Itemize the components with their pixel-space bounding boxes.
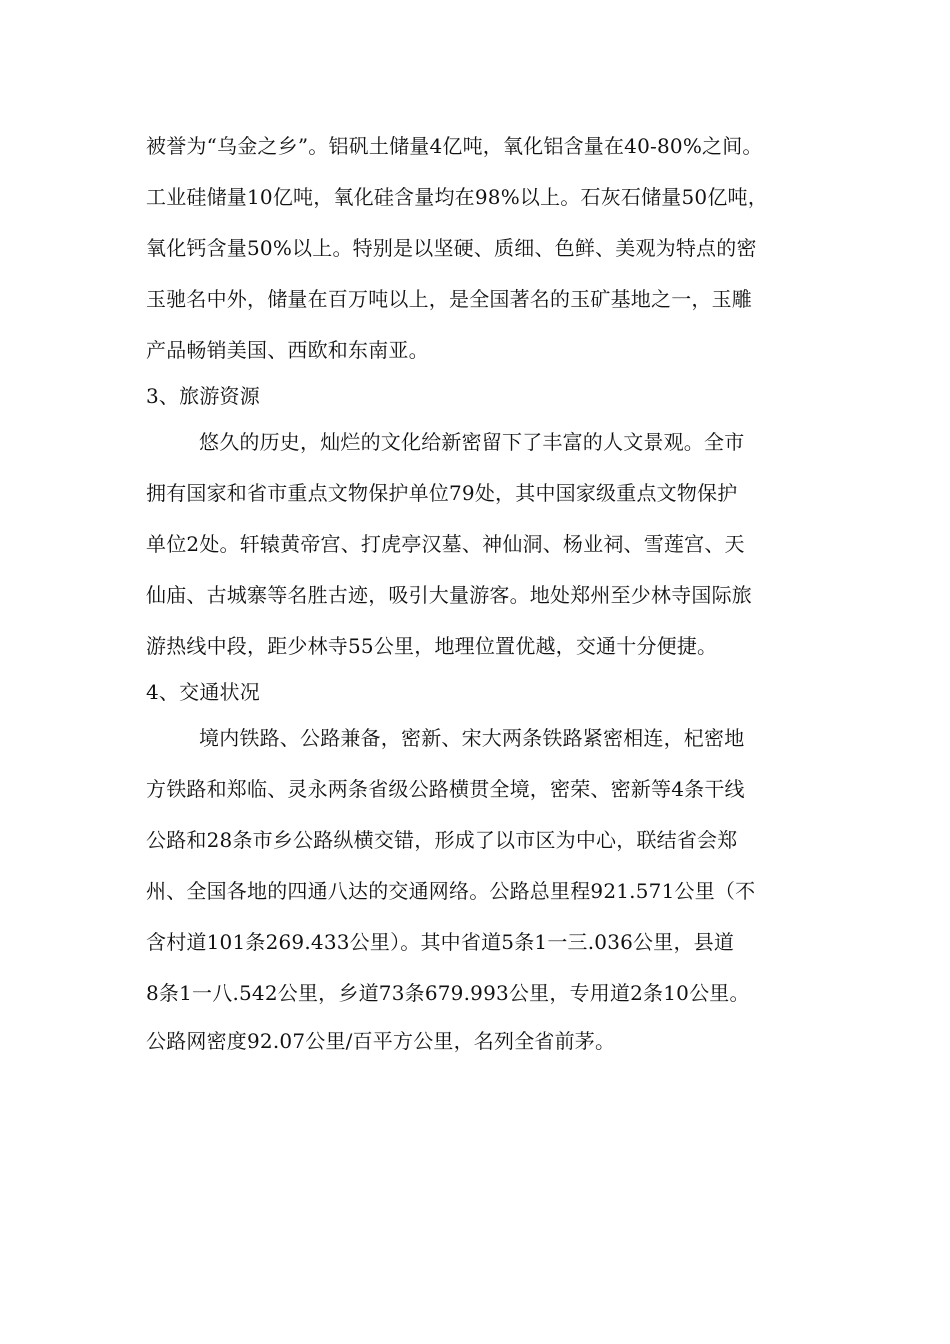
paragraph-line: 悠久的历史，灿烂的文化给新密留下了丰富的人文景观。全市 xyxy=(199,430,745,454)
paragraph-line: 公路网密度92.07公里/百平方公里，名列全省前茅。 xyxy=(146,1029,616,1053)
paragraph-line: 仙庙、古城寨等名胜古迹，吸引大量游客。地处郑州至少林寺国际旅 xyxy=(146,583,752,607)
section-heading: 4、交通状况 xyxy=(146,680,260,704)
section-heading: 3、旅游资源 xyxy=(146,384,260,408)
paragraph-line: 玉驰名中外，储量在百万吨以上，是全国著名的玉矿基地之一，玉雕 xyxy=(146,287,752,311)
paragraph-line: 氧化钙含量50%以上。特别是以坚硬、质细、色鲜、美观为特点的密 xyxy=(146,236,757,260)
paragraph-line: 游热线中段，距少林寺55公里，地理位置优越，交通十分便捷。 xyxy=(146,634,718,658)
paragraph-line: 产品畅销美国、西欧和东南亚。 xyxy=(146,338,429,362)
paragraph-line: 公路和28条市乡公路纵横交错，形成了以市区为中心，联结省会郑 xyxy=(146,828,738,852)
paragraph-line: 拥有国家和省市重点文物保护单位79处，其中国家级重点文物保护 xyxy=(146,481,738,505)
paragraph-line: 州、全国各地的四通八达的交通网络。公路总里程921.571公里（不 xyxy=(146,879,756,903)
paragraph-line: 含村道101条269.433公里）。其中省道5条1一三.036公里，县道 xyxy=(146,930,735,954)
paragraph-line: 工业硅储量10亿吨，氧化硅含量均在98%以上。石灰石储量50亿吨， xyxy=(146,185,768,209)
paragraph-line: 8条1一八.542公里，乡道73条679.993公里，专用道2条10公里。 xyxy=(146,981,750,1005)
paragraph-line: 被誉为“乌金之乡”。铝矾土储量4亿吨，氧化铝含量在40-80%之间。 xyxy=(146,134,763,158)
paragraph-line: 单位2处。轩辕黄帝宫、打虎亭汉墓、神仙洞、杨业祠、雪莲宫、天 xyxy=(146,532,745,556)
paragraph-line: 方铁路和郑临、灵永两条省级公路横贯全境，密荣、密新等4条干线 xyxy=(146,777,745,801)
paragraph-line: 境内铁路、公路兼备，密新、宋大两条铁路紧密相连，杞密地 xyxy=(199,726,745,750)
